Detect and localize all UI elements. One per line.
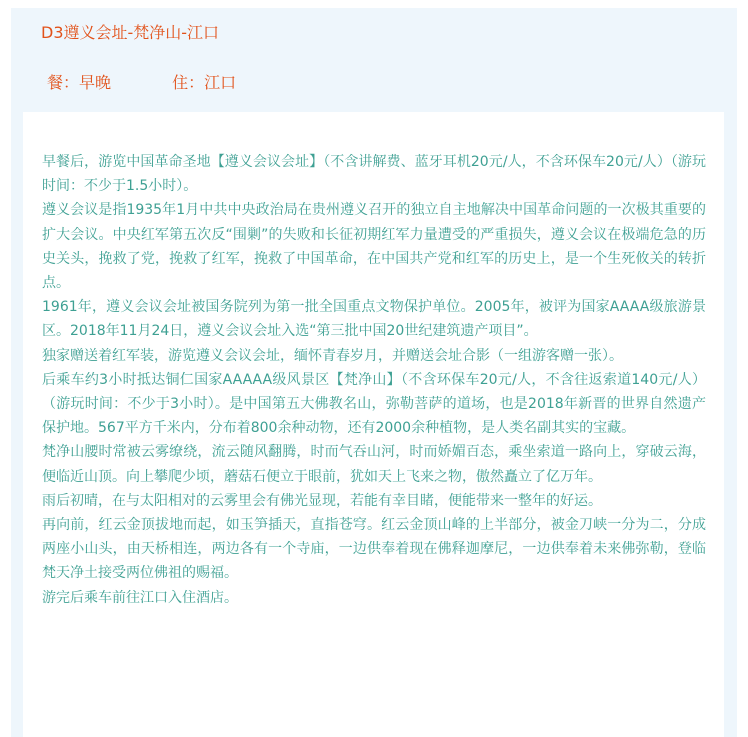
paragraph: 梵净山腰时常被云雾缭绕，流云随风翻腾，时而气吞山河，时而娇媚百态，乘坐索道一路向上，穿破云海，便临近山顶。向上攀爬少顷，蘑菇石便立于眼前，犹如天上飞来之物，傲然矗立了亿万年。: [42, 444, 706, 485]
paragraph: 游完后乘车前往江口入住酒店。: [42, 589, 238, 606]
paragraph: 再向前，红云金顶拔地而起，如玉笋插天，直指苍穹。红云金顶山峰的上半部分，被金刀峡一分为二，分成两座小山头，由天桥相连，两边各有一个寺庙，一边供奉着现在佛释迦摩尼，一边供奉着未来佛弥勒，登临梵天净土接受两位佛祖的赐福。: [42, 517, 706, 582]
day-content: [23, 112, 724, 737]
paragraph: 后乘车约3小时抵达铜仁国家AAAAA级风景区【梵净山】（不含环保车20元/人，不含往返索道140元/人）（游玩时间：不少于3小时）。是中国第五大佛教名山，弥勒菩萨的道场，也是2018年新晋的世界自然遗产保护地。567平方千米内，分布着800余种动物，还有2000余种植物，是人类名副其实的宝藏。: [42, 371, 706, 437]
paragraph: 独家赠送着红军装，游览遵义会议会址，缅怀青春岁月，并赠送会址合影（一组游客赠一张）。: [42, 347, 623, 364]
paragraph: 早餐后，游览中国革命圣地【遵义会议会址】（不含讲解费、蓝牙耳机20元/人，不含环保车20元/人）（游玩时间：不少于1.5小时）。: [42, 154, 706, 195]
day-title: D3遵义会址-梵净山-江口: [41, 23, 220, 42]
paragraph: 雨后初晴，在与太阳相对的云雾里会有佛光显现，若能有幸目睹，便能带来一整年的好运。: [42, 492, 602, 509]
paragraph: 1961年，遵义会议会址被国务院列为第一批全国重点文物保护单位。2005年，被评为国家AAAA级旅游景区。2018年11月24日，遵义会议会址入选“第三批中国20世纪建筑遗产项目”。: [42, 299, 706, 340]
day-description: [42, 150, 706, 610]
paragraph: 遵义会议是指1935年1月中共中央政治局在贵州遵义召开的独立自主地解决中国革命问题的一次极其重要的扩大会议。中央红军第五次反“围剿”的失败和长征初期红军力量遭受的严重损失，遵义会议在极端危急的历史关头，挽救了党，挽救了红军，挽救了中国革命，在中国共产党和红军的历史上，是一个生死攸关的转折点。: [42, 202, 706, 292]
lodging-label: 住：江口: [172, 73, 237, 92]
itinerary-day-panel: [11, 8, 737, 737]
meals-label: 餐：早晚: [47, 73, 112, 92]
day-meta: [47, 72, 236, 94]
